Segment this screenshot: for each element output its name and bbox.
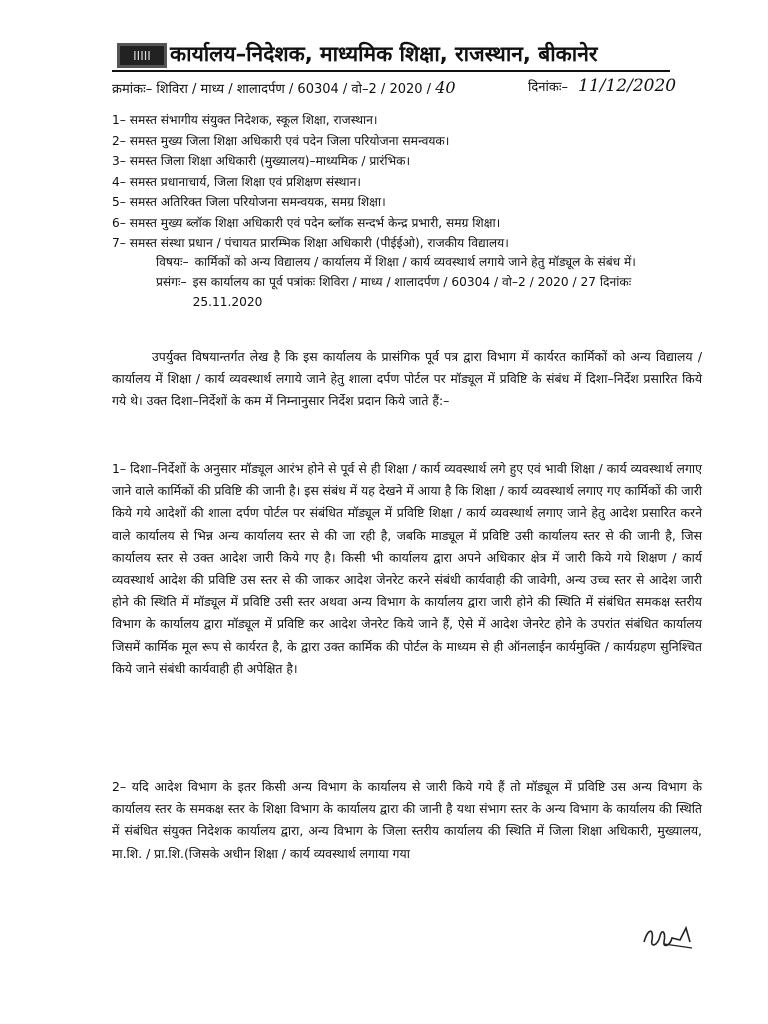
subject-block: [156, 252, 701, 312]
recipient-item: 4– समस्त प्रधानाचार्य, जिला शिक्षा एवं प्रशिक्षण संस्थान।: [112, 174, 361, 189]
emblem-logo-icon: [116, 40, 168, 70]
reference-handwritten-number: 40: [435, 78, 456, 97]
signature-icon: [640, 918, 700, 954]
date-label: दिनांकः–: [528, 80, 568, 95]
subject-label: विषयः–: [156, 255, 189, 269]
point-1-paragraph: 1– दिशा–निर्देशों के अनुसार मॉड्यूल आरंभ होने से पूर्व से ही शिक्षा / कार्य व्यवस्थार्थ लगे हुए एवं भावी शिक्षा / कार्य व्यवस्थार्थ लगाए जाने वाले कार्मिकों की प्रविष्टि की जानी है। इस संबंध में यह देखने में आया है कि शिक्षा / कार्य व्यवस्थार्थ लगाए गए कार्मिकों की जारी किये गये आदेशों की शाला दर्पण पोर्टल पर संबंधित मॉड्यूल में प्रविष्टि शिक्षा / कार्य व्यवस्थार्थ लगाए जाने हेतु आदेश प्रसारित करने वाले कार्यालय से भिन्न अन्य कार्यालय स्तर से की जा रही है, जबकि माड्यूल में प्रविष्टि उसी कार्यालय स्तर से की जानी है, जिस कार्यालय स्तर से उक्त आदेश जारी किये गए है। किसी भी कार्यालय द्वारा अपने अधिकार क्षेत्र में जारी किये गये शिक्षण / कार्य व्यवस्थार्थ आदेश की प्रविष्टि उस स्तर से की जाकर आदेश जेनरेट करने संबंधी कार्यवाही की जावेगी, अन्य उच्च स्तर से आदेश जारी होने की स्थिति में मॉड्यूल में प्रविष्टि उसी स्तर अथवा अन्य विभाग के कार्यालय द्वारा जारी होने की स्थिति में संबंधित समकक्ष स्तरीय विभाग के कार्यालय द्वारा मॉड्यूल में प्रविष्टि कर आदेश जेनरेट किये जाने हैं, ऐसे में आदेश जेनरेट होने के उपरांत संबंधित कार्यालय जिसमें कार्मिक मूल रूप से कार्यरत है, के द्वारा उक्त कार्मिक की पोर्टल के माध्यम से ही ऑनलाईन कार्यमुक्ति / कार्यग्रहण सुनिश्चित किये जाने संबंधी कार्यवाही ही अपेक्षित है।: [112, 461, 702, 676]
title-underline: [112, 70, 670, 72]
subject-text: कार्मिकों को अन्य विद्यालय / कार्यालय में शिक्षा / कार्य व्यवस्थार्थ लगाये जाने हेतु मॉड्यूल के संबंध में।: [194, 255, 636, 269]
office-title: कार्यालय–निदेशक, माध्यमिक शिक्षा, राजस्थान, बीकानेर: [170, 42, 598, 66]
recipient-item: 7– समस्त संस्था प्रधान / पंचायत प्रारम्भिक शिक्षा अधिकारी (पीईईओ), राजकीय विद्यालय।: [112, 236, 509, 250]
recipient-item: 5– समस्त अतिरिक्त जिला परियोजना समन्वयक, समग्र शिक्षा।: [112, 195, 386, 209]
recipient-item: 3– समस्त जिला शिक्षा अधिकारी (मुख्यालय)–माध्यमिक / प्रारंभिक।: [112, 154, 411, 168]
recipient-item: 2– समस्त मुख्य जिला शिक्षा अधिकारी एवं पदेन जिला परियोजना समन्वयक।: [112, 133, 450, 148]
reference-date: [528, 76, 676, 96]
recipient-list: [112, 110, 732, 254]
recipient-item: 1– समस्त संभागीय संयुक्त निदेशक, स्कूल शिक्षा, राजस्थान।: [112, 113, 378, 127]
point-2-paragraph: 2– यदि आदेश विभाग के इतर किसी अन्य विभाग के कार्यालय से जारी किये गये हैं तो मॉड्यूल में प्रविष्टि उस अन्य विभाग के कार्यालय स्तर के समकक्ष स्तर के शिक्षा विभाग के कार्यालय द्वारा की जानी है यथा संभाग स्तर के अन्य विभाग के कार्यालय की स्थिति में संबंधित संयुक्त निदेशक कार्यालय द्वारा, अन्य विभाग के जिला स्तरीय कार्यालय की स्थिति में जिला शिक्षा अधिकारी, मुख्यालय, मा.शि. / प्रा.शि.(जिसके अधीन शिक्षा / कार्य व्यवस्थार्थ लगाया गया: [112, 779, 702, 861]
svg-text:IIIII: IIIII: [133, 49, 151, 63]
recipient-item: 6– समस्त मुख्य ब्लॉक शिक्षा अधिकारी एवं पदेन ब्लॉक सन्दर्भ केन्द्र प्रभारी, समग्र शिक्षा।: [112, 215, 501, 230]
intro-paragraph: उपर्युक्त विषयान्तर्गत लेख है कि इस कार्यालय के प्रासंगिक पूर्व पत्र द्वारा विभाग में कार्यरत कार्मिकों को अन्य विद्यालय / कार्यालय में शिक्षा / कार्य व्यवस्थार्थ लगाये जाने हेतु शाला दर्पण पोर्टल पर मॉड्यूल में प्रविष्टि के संबंध में दिशा–निर्देश प्रसारित किये गये थे। उक्त दिशा–निर्देशों के कम में निम्नानुसार निर्देश प्रदान किये जाते हैं:–: [112, 349, 702, 409]
reference-context-text: इस कार्यालय का पूर्व पत्रांकः शिविरा / माध्य / शालादर्पण / 60304 / वो–2 / 2020 / 27 दिनांकः 25.11.2020: [192, 275, 632, 309]
date-handwritten: 11/12/2020: [578, 76, 677, 96]
reference-context-label: प्रसंगः–: [156, 275, 187, 289]
reference-label: क्रमांकः– शिविरा / माध्य / शालादर्पण / 60304 / वो–2 / 2020 /: [112, 82, 432, 97]
